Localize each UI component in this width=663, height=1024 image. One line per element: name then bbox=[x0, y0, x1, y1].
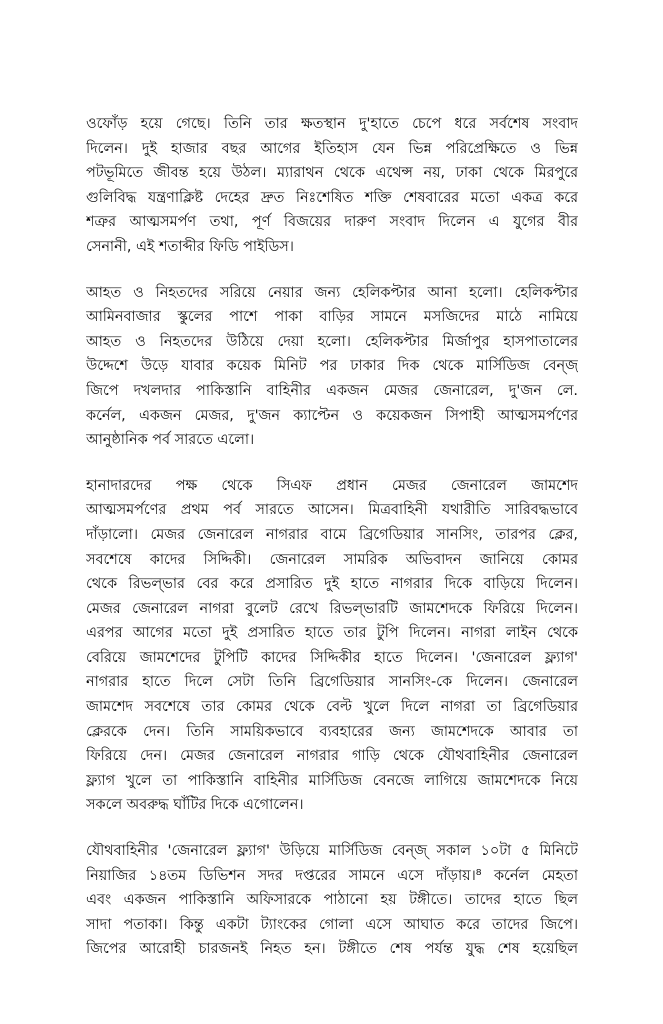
text-line: দাঁড়ালো। মেজর জেনারেল নাগরার বামে ব্রিগেডিয়ার সানসিং, তারপর ক্লের, bbox=[86, 526, 578, 543]
text-line: পটভূমিতে জীবন্ত হয়ে উঠল। ম্যারাথন থেকে এথেন্স নয়, ঢাকা থেকে মিরপুরে bbox=[86, 165, 578, 182]
text-line: আহত ও নিহতদের সরিয়ে নেয়ার জন্য হেলিকপ্টার আনা হলো। হেলিকপ্টার bbox=[86, 284, 578, 301]
text-line: নাগরার হাতে দিলে সেটা তিনি ব্রিগেডিয়ার সানসিং-কে দিলেন। জেনারেল bbox=[86, 674, 578, 691]
text-line: আনুষ্ঠানিক পর্ব সারতে এলো। bbox=[86, 432, 255, 449]
text-line: ফ্ল্যাগ খুলে তা পাকিস্তানি বাহিনীর মার্সিডিজ বেনজে লাগিয়ে জামশেদকে নিয়ে bbox=[86, 772, 578, 789]
text-line: কর্নেল, একজন মেজর, দু'জন ক্যাপ্টেন ও কয়েকজন সিপাহী আত্মসমর্পণের bbox=[86, 407, 578, 424]
body-text bbox=[86, 112, 578, 962]
text-line: বেরিয়ে জামশেদের টুপিটি কাদের সিদ্দিকীর হাতে দিলেন। 'জেনারেল ফ্ল্যাগ' bbox=[86, 649, 578, 666]
text-line: গুলিবিদ্ধ যন্ত্রণাক্লিষ্ট দেহের দ্রুত নিঃশেষিত শক্তি শেষবারের মতো একত্র করে bbox=[86, 189, 578, 206]
text-line: সবশেষে কাদের সিদ্দিকী। জেনারেল সামরিক অভিবাদন জানিয়ে কোমর bbox=[86, 551, 578, 568]
text-line: জিপের আরোহী চারজনই নিহত হন। টঙ্গীতে শেষ পর্যন্ত যুদ্ধ শেষ হয়েছিল bbox=[86, 941, 578, 958]
paragraph-3 bbox=[86, 474, 578, 818]
paragraph-4 bbox=[86, 839, 578, 962]
text-line: জামশেদ সবশেষে তার কোমর থেকে বেল্ট খুলে দিলে নাগরা তা ব্রিগেডিয়ার bbox=[86, 699, 578, 716]
text-line: নিয়াজির ১৪তম ডিভিশন সদর দপ্তরের সামনে এসে দাঁড়ায়।⁸ কর্নেল মেহতা bbox=[86, 867, 578, 884]
text-line: আত্মসমর্পণের প্রথম পর্ব সারতে আসেন। মিত্রবাহিনী যথারীতি সারিবদ্ধভাবে bbox=[86, 502, 578, 519]
paragraph-1 bbox=[86, 112, 578, 260]
paragraph-2 bbox=[86, 281, 578, 453]
text-line: শত্রুর আত্মসমর্পণ তথা, পূর্ণ বিজয়ের দারুণ সংবাদ দিলেন এ যুগের বীর bbox=[86, 214, 578, 231]
text-line: যৌথবাহিনীর 'জেনারেল ফ্ল্যাগ' উড়িয়ে মার্সিডিজ বেন্জ্ সকাল ১০টা ৫ মিনিটে bbox=[86, 843, 578, 860]
text-line: সকলে অবরুদ্ধ ঘাঁটির দিকে এগোলেন। bbox=[86, 797, 304, 814]
text-line: এবং একজন পাকিস্তানি অফিসারকে পাঠানো হয় টঙ্গীতে। তাদের হাতে ছিল bbox=[86, 892, 578, 909]
text-line: সাদা পতাকা। কিন্তু একটা ট্যাংকের গোলা এসে আঘাত করে তাদের জিপে। bbox=[86, 916, 578, 933]
text-line: ফিরিয়ে দেন। মেজর জেনারেল নাগরার গাড়ি থেকে যৌথবাহিনীর জেনারেল bbox=[86, 748, 578, 765]
text-line: এরপর আগের মতো দুই প্রসারিত হাতে তার টুপি দিলেন। নাগরা লাইন থেকে bbox=[86, 625, 578, 642]
text-line: মেজর জেনারেল নাগরা বুলেট রেখে রিভল্ভারটি জামশেদকে ফিরিয়ে দিলেন। bbox=[86, 600, 578, 617]
text-line: উদ্দেশে উড়ে যাবার কয়েক মিনিট পর ঢাকার দিক থেকে মার্সিডিজ বেন্জ্ bbox=[86, 358, 578, 375]
text-line: ওফোঁড় হয়ে গেছে। তিনি তার ক্ষতস্থান দু'হাতে চেপে ধরে সর্বশেষ সংবাদ bbox=[86, 116, 578, 132]
text-line: থেকে রিভল্ভার বের করে প্রসারিত দুই হাতে নাগরার দিকে বাড়িয়ে দিলেন। bbox=[86, 576, 578, 593]
text-line: আমিনবাজার স্কুলের পাশে পাকা বাড়ির সামনে মসজিদের মাঠে নামিয়ে bbox=[86, 309, 578, 326]
text-line: আহত ও নিহতদের উঠিয়ে দেয়া হলো। হেলিকপ্টার মির্জাপুর হাসপাতালের bbox=[86, 333, 578, 350]
text-line: ক্লেরকে দেন। তিনি সাময়িকভাবে ব্যবহারের জন্য জামশেদকে আবার তা bbox=[86, 723, 578, 740]
text-line: হানাদারদের পক্ষ থেকে সিএফ প্রধান মেজর জেনারেল জামশেদ bbox=[86, 477, 578, 494]
text-line: দিলেন। দুই হাজার বছর আগের ইতিহাস যেন ভিন্ন পরিপ্রেক্ষিতে ও ভিন্ন bbox=[86, 140, 578, 157]
text-line: সেনানী, এই শতাব্দীর ফিডি পাইডিস। bbox=[86, 238, 294, 255]
text-line: জিপে দখলদার পাকিস্তানি বাহিনীর একজন মেজর জেনারেল, দু'জন লে. bbox=[86, 382, 578, 399]
